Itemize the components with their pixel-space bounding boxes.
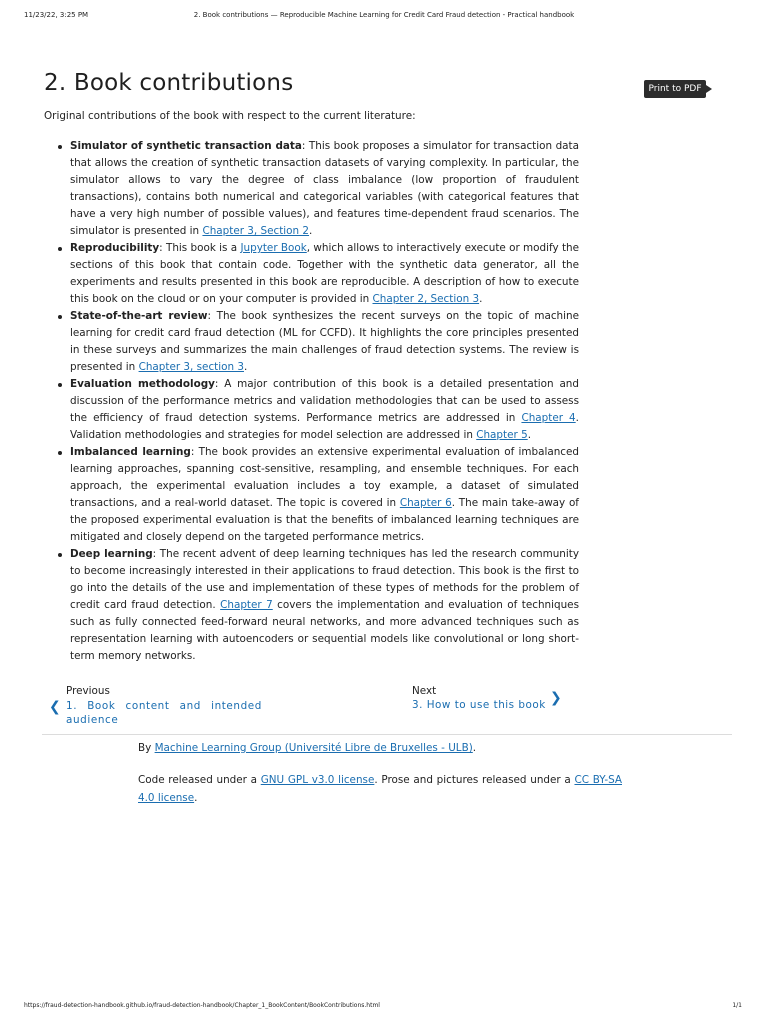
list-item <box>70 376 579 444</box>
item-tail: . <box>243 361 248 373</box>
list-item <box>70 138 579 240</box>
item-term: State-of-the-art review <box>70 310 208 322</box>
prev-caption: Previous <box>66 685 110 697</box>
footer-author <box>138 742 476 754</box>
chapter-link[interactable]: Chapter 3, section 3 <box>138 361 244 373</box>
cc-license-link[interactable]: CC BY-SA 4.0 license <box>138 774 623 804</box>
item-tail: covers the implementation and evaluation of techniques such as fully connected feed-forward neural networks, and more advanced techniques such as representation learning with autoencoders or sequential models like convolutional or long short-term memory networks. <box>70 599 579 662</box>
chevron-right-icon[interactable]: ❯ <box>550 690 562 706</box>
item-term: Imbalanced learning <box>70 446 191 458</box>
by-tail: . <box>472 742 477 754</box>
list-item <box>70 308 579 376</box>
next-caption: Next <box>412 685 437 697</box>
item-text: : This book is a <box>159 242 241 254</box>
list-item <box>70 444 579 546</box>
list-item <box>70 546 579 665</box>
chapter-link[interactable]: Chapter 7 <box>220 599 273 611</box>
item-text: : The book synthesizes the recent surveys on the topic of machine learning for credit card fraud detection (ML for CCFD). It highlights the core principles presented in these surveys and summarizes the main challenges of fraud detection systems. The review is presented in <box>70 310 579 373</box>
print-header-title: 2. Book contributions — Reproducible Machine Learning for Credit Card Fraud detection - Practical handbook <box>193 11 575 19</box>
footer-license <box>138 771 622 807</box>
chapter-link[interactable]: Chapter 6 <box>399 497 452 509</box>
list-item <box>70 240 579 308</box>
chevron-left-icon[interactable]: ❮ <box>49 699 61 715</box>
prev-page-link[interactable]: 1. Book content and intended <box>66 700 262 712</box>
footer-divider <box>42 734 732 735</box>
print-to-pdf-button[interactable]: Print to PDF <box>644 80 706 98</box>
print-footer-url: https://fraud-detection-handbook.github.io/fraud-detection-handbook/Chapter_1_BookContent/BookContributions.html <box>24 1002 380 1009</box>
print-timestamp: 11/23/22, 3:25 PM <box>24 11 89 19</box>
print-page-number: 1/1 <box>732 1002 742 1009</box>
contributions-list <box>44 138 579 665</box>
item-tail: . <box>309 225 313 237</box>
item-text: : This book proposes a simulator for transaction data that allows the creation of synthetic transaction datasets of varying complexity. In particular, the simulator allows to vary the degree of class imbalance (low proportion of fraudulent transactions), contains both numerical and categorical variables (with categorical features that have a very high number of possible values), and features time-dependent fraud scenarios. The simulator is presented in <box>70 140 579 237</box>
prev-page-link-cont[interactable]: audience <box>66 714 119 726</box>
page-title: 2. Book contributions <box>44 70 294 96</box>
item-term: Reproducibility <box>70 242 160 254</box>
item-term: Evaluation methodology <box>70 378 215 390</box>
item-tail: . <box>527 429 531 441</box>
item-tail: . <box>479 293 483 305</box>
chapter-link[interactable]: Chapter 5 <box>476 429 528 441</box>
org-link[interactable]: Machine Learning Group (Université Libre de Bruxelles - ULB) <box>154 742 473 754</box>
license-text: . Prose and pictures released under a <box>374 774 575 786</box>
chapter-link[interactable]: Chapter 2, Section 3 <box>372 293 480 305</box>
license-text: Code released under a <box>138 774 261 786</box>
item-text: , which allows to interactively execute or modify the sections of this book that contain code. Together with the synthetic data generator, all the experiments and results presented in this book are reproducible. A description of how to execute this book on the cloud or on your computer is provided in <box>70 242 579 305</box>
chapter-link[interactable]: Chapter 4 <box>521 412 576 424</box>
item-tail: . The main take-away of the proposed experimental evaluation is that the benefits of imbalanced learning techniques are mitigated and closely depend on the targeted performance metrics. <box>70 497 579 543</box>
next-page-link[interactable]: 3. How to use this book <box>412 699 546 711</box>
item-text: : The book provides an extensive experimental evaluation of imbalanced learning approaches, spanning cost-sensitive, resampling, and ensemble techniques. For each approach, the experimental evaluation includes a toy example, a dataset of simulated transactions, and a real-world dataset. The topic is covered in <box>70 446 579 509</box>
item-text: : A major contribution of this book is a detailed presentation and discussion of the performance metrics and validation methodologies that can be used to assess the efficiency of fraud detection systems. Performance metrics are addressed in <box>70 378 579 424</box>
item-term: Deep learning <box>70 548 153 560</box>
gpl-license-link[interactable]: GNU GPL v3.0 license <box>260 774 375 786</box>
item-text: : The recent advent of deep learning techniques has led the research community to become increasingly interested in their applications to fraud detection. This book is the first to go into the details of the use and implementation of these types of methods for the problem of credit card fraud detection. <box>70 548 579 611</box>
by-text: By <box>138 742 155 754</box>
license-tail: . <box>194 792 198 804</box>
jupyter-book-link[interactable]: Jupyter Book <box>240 242 307 254</box>
intro-text: Original contributions of the book with respect to the current literature: <box>44 110 416 122</box>
chapter-link[interactable]: Chapter 3, Section 2 <box>202 225 310 237</box>
item-text: . Validation methodologies and strategies for model selection are addressed in <box>70 412 579 441</box>
item-term: Simulator of synthetic transaction data <box>70 140 302 152</box>
